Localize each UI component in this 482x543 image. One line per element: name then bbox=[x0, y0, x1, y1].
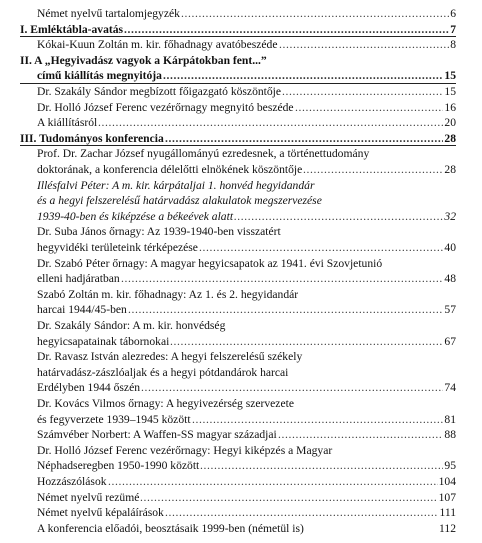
toc-entry bbox=[0, 349, 482, 365]
toc-entry-title: Dr. Holló József Ferenc vezérőrnagy megnyitó beszéde bbox=[37, 100, 294, 114]
toc-entry bbox=[0, 396, 482, 412]
toc-entry bbox=[0, 178, 482, 194]
toc-entry bbox=[0, 302, 482, 318]
toc-page-number: 28 bbox=[444, 131, 456, 145]
leader-dots bbox=[140, 490, 438, 506]
toc-entry bbox=[0, 505, 482, 521]
leader-dots bbox=[170, 334, 443, 350]
toc-entry-title: elleni hadjáratban bbox=[37, 272, 120, 286]
toc-page-number: 28 bbox=[444, 163, 456, 176]
toc-page-number: 88 bbox=[444, 428, 456, 442]
toc-entry bbox=[0, 318, 482, 334]
toc-entry bbox=[0, 427, 482, 443]
toc-page-number: 111 bbox=[439, 506, 456, 520]
toc-entry bbox=[0, 443, 482, 459]
toc-entry-title: Dr. Szakály Sándor: A m. kir. honvédség bbox=[37, 319, 226, 332]
toc-entry-title: 1939-40-ben és kiképzése a békeévek alatt bbox=[37, 209, 234, 223]
toc-entry-title: III. Tudományos konferencia bbox=[20, 131, 164, 145]
toc-entry-title: és a hegyi felszerelésű határvadász alakulatok megszervezése bbox=[37, 194, 322, 208]
toc-entry-title: Német nyelvű tartalomjegyzék bbox=[37, 7, 180, 20]
toc-page-number: 15 bbox=[444, 69, 456, 83]
toc-entry-title: A kiállításról bbox=[37, 116, 98, 130]
toc-entry-title: harcai 1944/45-ben bbox=[37, 303, 127, 317]
toc-entry bbox=[0, 100, 482, 116]
toc-entry-title: Hozzászólások bbox=[37, 475, 107, 488]
toc-entry-title: Dr. Szakály Sándor megbízott főigazgató köszöntője bbox=[37, 85, 282, 98]
toc-entry-title: A konferencia előadói, beosztásaik 1999-ben (németül is) bbox=[37, 521, 304, 535]
toc-page-number: 81 bbox=[444, 412, 456, 426]
leader-dots bbox=[98, 115, 443, 131]
leader-dots bbox=[128, 302, 443, 318]
leader-dots bbox=[199, 240, 443, 256]
toc-entry-title: Szabó Zoltán m. kir. főhadnagy: Az 1. és 2. hegyidandár bbox=[37, 287, 299, 301]
toc-entry-title: Erdélyben 1944 őszén bbox=[37, 381, 141, 395]
toc-page-number: 6 bbox=[450, 7, 456, 20]
toc-entry bbox=[0, 287, 482, 303]
leader-dots bbox=[200, 458, 443, 474]
toc-section-heading bbox=[0, 53, 482, 69]
leader-dots bbox=[279, 37, 449, 53]
toc-entry-title: Dr. Suba János őrnagy: Az 1939-1940-ben visszatért bbox=[37, 225, 281, 239]
toc-entry bbox=[0, 474, 482, 490]
toc-entry-title: című kiállítás megnyitója bbox=[37, 69, 162, 83]
toc-entry bbox=[0, 412, 482, 428]
toc-entry-title: Néphadseregben 1950-1990 között bbox=[37, 459, 200, 473]
toc-entry bbox=[0, 380, 482, 396]
leader-dots bbox=[282, 84, 443, 100]
toc-entry bbox=[0, 458, 482, 474]
toc-entry-title: Dr. Szabó Péter őrnagy: A magyar hegyicsapatok az 1941. évi Szovjetunió bbox=[37, 256, 383, 270]
toc-entry bbox=[0, 162, 482, 178]
toc-page-number: 7 bbox=[450, 22, 456, 36]
toc-entry-title: hegyicsapatainak tábornokai bbox=[37, 334, 170, 348]
toc-entry bbox=[0, 521, 482, 537]
toc-entry-title: I. Emléktábla-avatás bbox=[20, 22, 124, 36]
toc-entry bbox=[0, 271, 482, 287]
leader-dots bbox=[121, 271, 443, 287]
toc-entry-title: határvadász-zászlóaljak és a hegyi pótdandárok harcai bbox=[37, 365, 289, 379]
toc-entry bbox=[0, 490, 482, 506]
leader-dots bbox=[303, 162, 443, 178]
toc-page-number: 15 bbox=[444, 85, 456, 98]
toc-page-number: 32 bbox=[444, 209, 456, 223]
toc-page-number: 107 bbox=[438, 490, 456, 504]
leader-dots bbox=[278, 427, 443, 443]
toc-page-number: 48 bbox=[444, 272, 456, 286]
toc-entry-title: Kókai-Kuun Zoltán m. kir. főhadnagy avatóbeszéde bbox=[37, 38, 278, 52]
toc-entry-title: Dr. Kovács Vilmos őrnagy: A hegyivezérség szervezete bbox=[37, 397, 294, 410]
toc-page-number: 74 bbox=[444, 381, 456, 395]
toc-entry bbox=[0, 193, 482, 209]
toc-entry-title: Dr. Holló József Ferenc vezérőrnagy: Hegyi kiképzés a Magyar bbox=[37, 443, 333, 457]
toc-page-number: 8 bbox=[450, 38, 456, 52]
toc-entry-title: Számvéber Norbert: A Waffen-SS magyar századjai bbox=[37, 428, 277, 442]
toc-entry bbox=[0, 209, 482, 225]
toc-entry bbox=[0, 6, 482, 22]
toc-entry bbox=[0, 224, 482, 240]
toc-entry bbox=[0, 37, 482, 53]
toc-entry-title: és fegyverzete 1939–1945 között bbox=[37, 412, 191, 426]
toc-entry bbox=[0, 334, 482, 350]
toc-entry-title: II. A „Hegyivadász vagyok a Kárpátokban fent...” bbox=[20, 53, 267, 67]
toc-entry bbox=[0, 146, 482, 162]
toc-entry-title: hegyvidéki területeink térképezése bbox=[37, 241, 198, 254]
leader-dots bbox=[181, 6, 449, 22]
leader-dots bbox=[234, 209, 443, 225]
toc-page-number: 112 bbox=[439, 521, 456, 535]
toc-page-number: 57 bbox=[444, 303, 456, 317]
leader-dots bbox=[141, 380, 443, 396]
toc-entry bbox=[0, 240, 482, 256]
toc-entry-title: Prof. Dr. Zachar József nyugállományú ezredesnek, a történettudomány bbox=[37, 147, 370, 161]
toc-entry-title: doktorának, a konferencia délelőtti elnökének köszöntője bbox=[37, 163, 303, 176]
toc-page-number: 95 bbox=[444, 459, 456, 473]
toc-entry bbox=[0, 115, 482, 131]
toc-entry bbox=[0, 365, 482, 381]
leader-dots bbox=[108, 474, 438, 490]
toc-entry-title: Dr. Ravasz István alezredes: A hegyi felszerelésű székely bbox=[37, 350, 303, 364]
toc-entry bbox=[0, 256, 482, 272]
toc-entry bbox=[0, 84, 482, 100]
leader-dots bbox=[165, 505, 438, 521]
leader-dots bbox=[295, 100, 443, 116]
toc-page-number: 104 bbox=[438, 475, 456, 488]
toc-page-number: 16 bbox=[444, 100, 456, 114]
leader-dots bbox=[192, 412, 443, 428]
toc-entry-title: Német nyelvű képaláírások bbox=[37, 506, 164, 520]
toc-page-number: 20 bbox=[444, 116, 456, 130]
toc-entry-title: Illésfalvi Péter: A m. kir. kárpátaljai 1. honvéd hegyidandár bbox=[37, 178, 315, 192]
toc-entry-title: Német nyelvű rezümé bbox=[37, 490, 140, 504]
toc-page-number: 67 bbox=[444, 334, 456, 348]
toc-page-number: 40 bbox=[444, 241, 456, 254]
